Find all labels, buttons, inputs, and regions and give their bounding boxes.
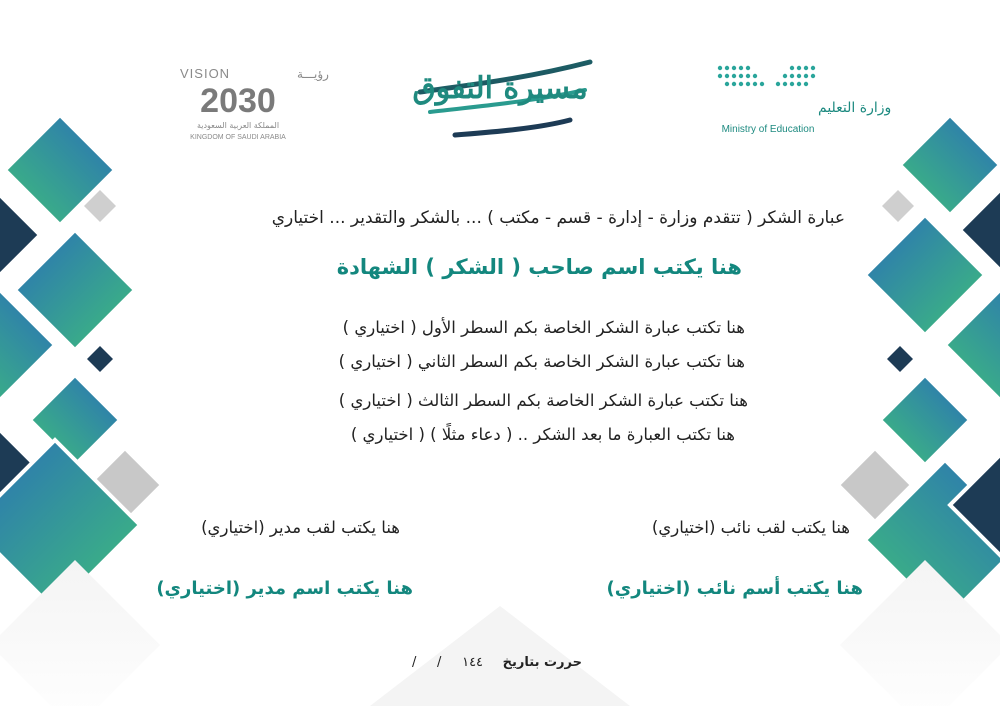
- body-line-4: هنا تكتب العبارة ما بعد الشكر .. ( دعاء مثلًا ) ( اختياري ): [350, 425, 735, 444]
- recipient-name: هنا يكتب اسم صاحب ( الشكر ) الشهادة: [336, 255, 742, 279]
- director-title: هنا يكتب لقب مدير (اختياري): [201, 518, 400, 537]
- svg-text:وزارة التعليم: وزارة التعليم: [818, 100, 892, 116]
- deputy-title: هنا يكتب لقب نائب (اختياري): [651, 518, 850, 537]
- date-value: / / ١٤٤: [412, 655, 484, 670]
- body-line-1: هنا تكتب عبارة الشكر الخاصة بكم السطر الأول ( اختياري ): [342, 318, 745, 337]
- svg-text:2030: 2030: [200, 82, 276, 120]
- vision-2030-logo: [176, 62, 329, 146]
- bottom-decoration: [370, 606, 630, 706]
- left-diamond-cluster: [0, 115, 162, 706]
- deputy-name: هنا يكتب أسم نائب (اختياري): [606, 578, 863, 599]
- svg-text:VISION: VISION: [180, 66, 231, 81]
- body-line-3: هنا تكتب عبارة الشكر الخاصة بكم السطر الثالث ( اختياري ): [338, 391, 748, 410]
- title-calligraphy-logo: [400, 40, 600, 160]
- svg-text:KINGDOM OF SAUDI ARABIA: KINGDOM OF SAUDI ARABIA: [190, 134, 286, 141]
- intro-text: عبارة الشكر ( تتقدم وزارة - إدارة - قسم - مكتب ) ... بالشكر والتقدير ... اختياري: [271, 208, 845, 228]
- body-line-2: هنا تكتب عبارة الشكر الخاصة بكم السطر الثاني ( اختياري ): [338, 352, 745, 371]
- svg-text:Ministry of Education: Ministry of Education: [721, 124, 815, 135]
- svg-text:المملكة العربية السعودية: المملكة العربية السعودية: [196, 121, 280, 130]
- svg-text:مسيرة التفوق: مسيرة التفوق: [412, 71, 588, 106]
- date-label: حررت بتاريخ: [502, 655, 582, 670]
- right-diamond-cluster: [838, 115, 1000, 706]
- director-name: هنا يكتب اسم مدير (اختياري): [156, 578, 413, 599]
- ministry-of-education-logo: [712, 60, 892, 142]
- svg-text:رؤيـــة: رؤيـــة: [297, 67, 329, 81]
